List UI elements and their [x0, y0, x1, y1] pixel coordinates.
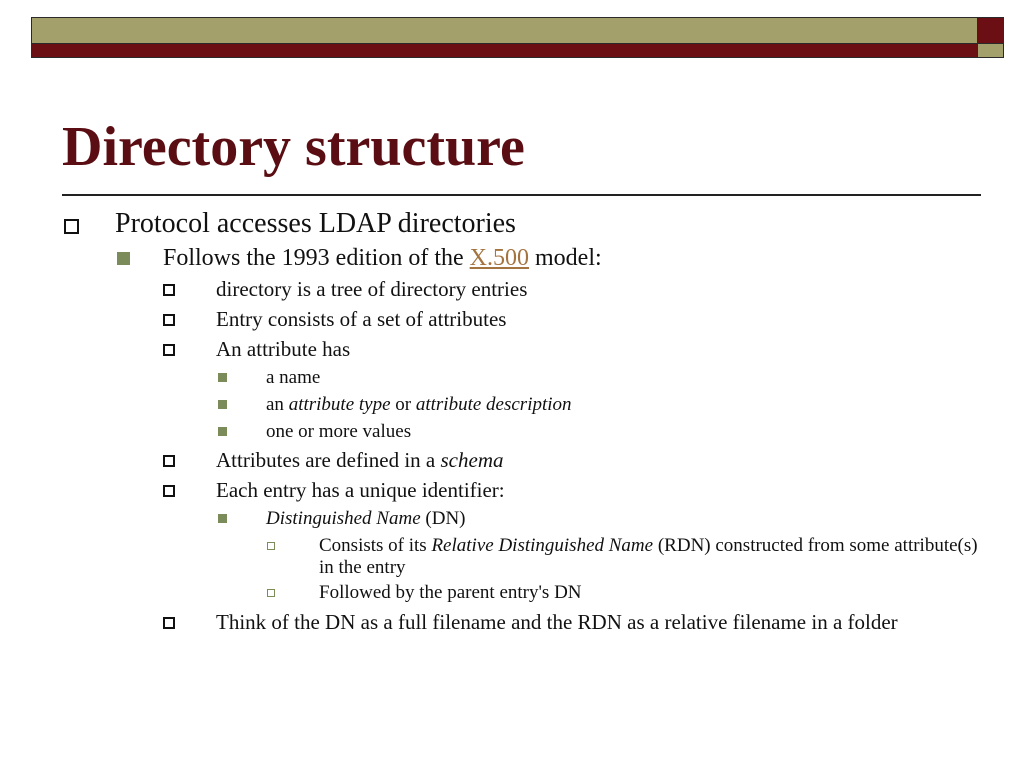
hollow-square-bullet-icon	[163, 314, 175, 326]
hollow-square-bullet-icon	[163, 344, 175, 356]
hollow-square-bullet-icon	[163, 455, 175, 467]
text-segment: Consists of its	[319, 535, 432, 556]
item-text: Protocol accesses LDAP directories	[115, 208, 516, 239]
item-text: one or more values	[266, 421, 412, 442]
hollow-square-bullet-icon	[64, 219, 79, 234]
list-item	[0, 582, 1024, 604]
list-item	[0, 445, 1024, 475]
list-item	[0, 206, 1024, 242]
list-item	[0, 418, 1024, 445]
item-text: a name	[266, 367, 321, 388]
text-segment: an	[266, 394, 289, 415]
item-text: Think of the DN as a full filename and the RDN as a relative filename in a folder	[216, 610, 898, 634]
text-segment-italic: attribute description	[415, 394, 572, 415]
item-text: Entry consists of a set of attributes	[216, 307, 507, 331]
header-band-maroon	[32, 43, 977, 58]
text-segment: Follows the 1993 edition of the	[163, 245, 470, 271]
item-text: Each entry has a unique identifier:	[216, 478, 505, 502]
hollow-square-bullet-icon	[267, 542, 275, 550]
list-item	[0, 607, 1024, 637]
header-corner-block	[978, 17, 1004, 58]
header-band-olive	[32, 18, 977, 43]
text-segment: or	[390, 394, 416, 415]
text-segment: (DN)	[420, 508, 466, 529]
item-text	[216, 445, 1024, 475]
list-item	[0, 334, 1024, 364]
item-text	[266, 391, 1024, 418]
slide-content	[0, 206, 1024, 637]
text-segment-italic: Relative Distinguished Name	[431, 535, 654, 556]
item-text	[319, 535, 979, 579]
hollow-square-bullet-icon	[267, 589, 275, 597]
item-text	[163, 242, 1024, 274]
list-item	[0, 391, 1024, 418]
text-segment-italic: schema	[440, 448, 504, 472]
filled-square-bullet-icon	[218, 400, 227, 409]
filled-square-bullet-icon	[218, 373, 227, 382]
text-segment-italic: Distinguished Name	[266, 508, 421, 529]
filled-square-bullet-icon	[218, 514, 227, 523]
text-segment: Attributes are defined in a	[216, 448, 441, 472]
title-divider	[62, 194, 981, 196]
list-item	[0, 304, 1024, 334]
list-item	[0, 274, 1024, 304]
corner-band-maroon	[978, 18, 1003, 43]
item-text: directory is a tree of directory entries	[216, 277, 528, 301]
corner-band-olive	[978, 43, 1003, 58]
list-item	[0, 535, 1024, 579]
list-item	[0, 475, 1024, 505]
text-segment: model:	[529, 245, 602, 271]
item-text	[266, 505, 1024, 532]
item-text: Followed by the parent entry's DN	[319, 582, 582, 603]
hollow-square-bullet-icon	[163, 617, 175, 629]
list-item	[0, 364, 1024, 391]
hollow-square-bullet-icon	[163, 485, 175, 497]
text-segment-italic: attribute type	[288, 394, 391, 415]
x500-link[interactable]: X.500	[469, 245, 529, 271]
filled-square-bullet-icon	[117, 252, 130, 265]
header-decoration-bar	[31, 17, 978, 58]
list-item	[0, 505, 1024, 532]
hollow-square-bullet-icon	[163, 284, 175, 296]
list-item	[0, 242, 1024, 274]
text-segment: (RDN) constructed from some attribute(s) in the entry	[319, 535, 978, 578]
slide-title: Directory structure	[62, 116, 525, 178]
filled-square-bullet-icon	[218, 427, 227, 436]
item-text: An attribute has	[216, 337, 351, 361]
